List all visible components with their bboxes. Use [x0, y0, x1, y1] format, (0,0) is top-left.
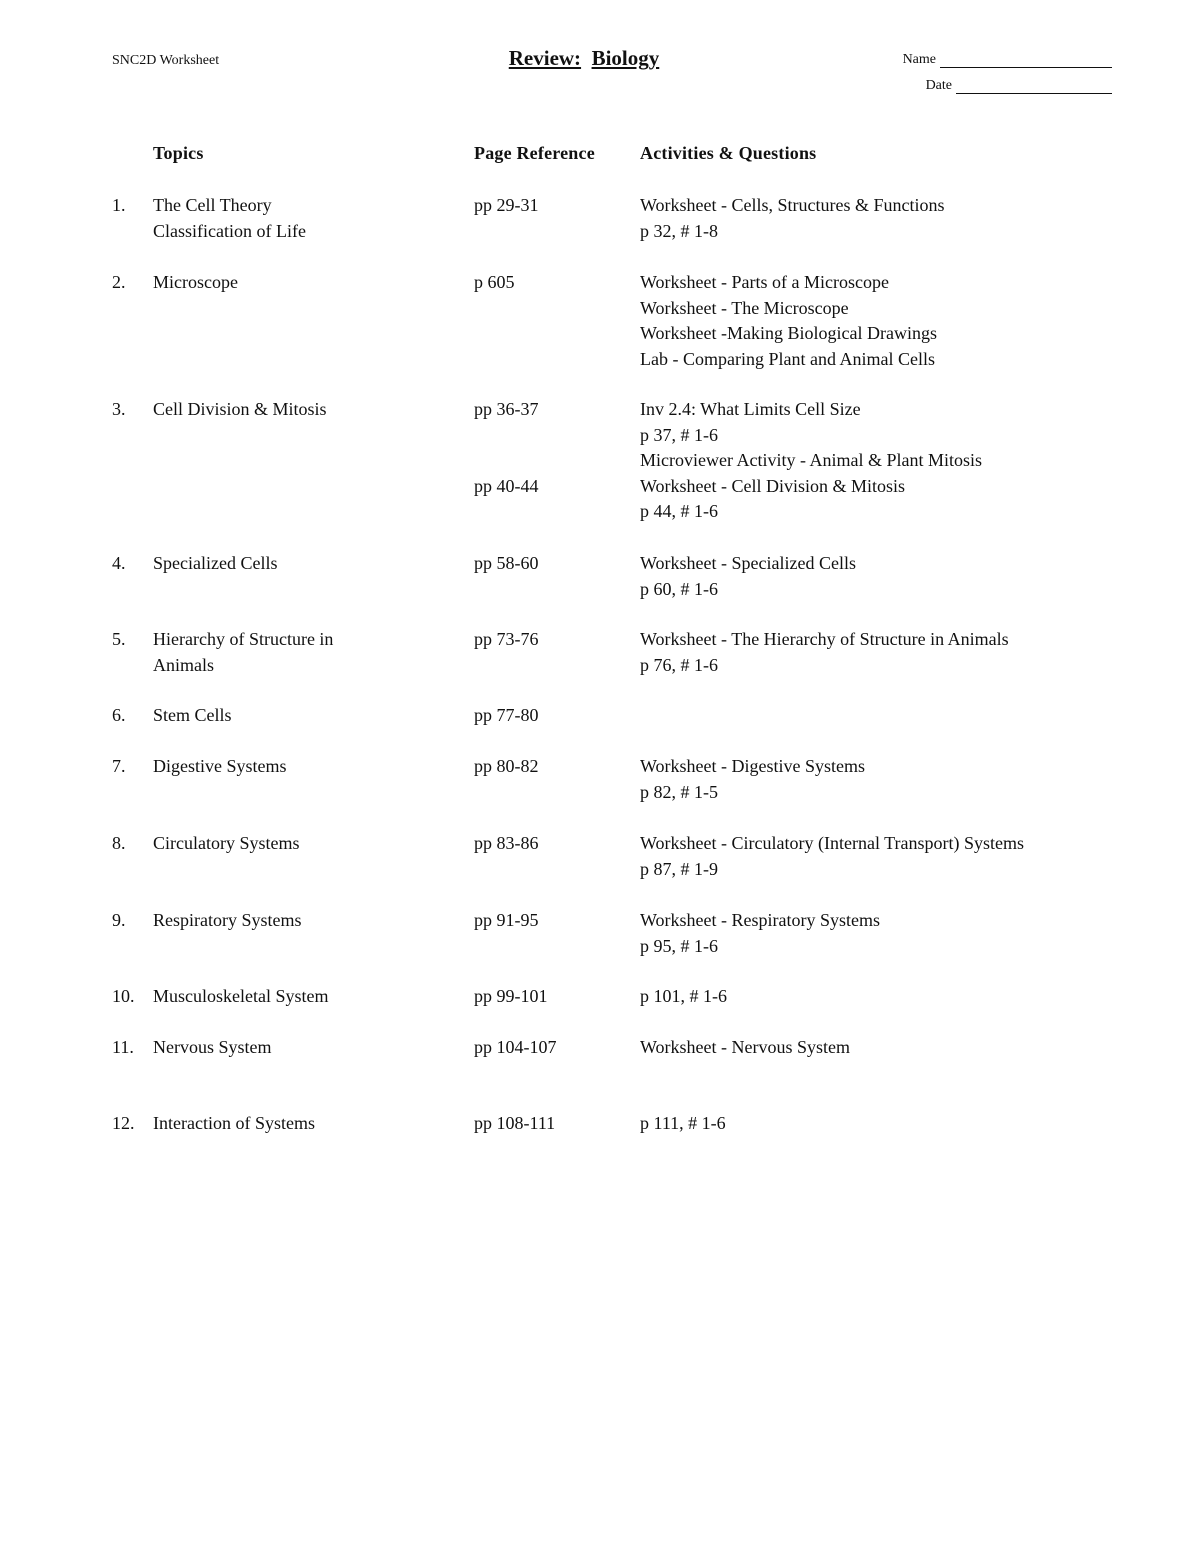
activities-line: p 60, # 1-6: [640, 578, 718, 599]
topic-text: [153, 551, 453, 577]
topic-text-line: Nervous System: [153, 1037, 272, 1057]
page-reference-line: pp 80-82: [474, 756, 539, 776]
topic-text-line: Microscope: [153, 272, 238, 292]
activities-line: Worksheet - Nervous System: [640, 1037, 851, 1057]
title-prefix: Review:: [508, 46, 582, 70]
page-reference-line: pp 40-44: [474, 475, 539, 496]
activities-line: p 44, # 1-6: [640, 501, 718, 521]
name-blank[interactable]: [940, 53, 1112, 68]
activities-line: Worksheet - Cells, Structures & Functions: [640, 195, 945, 215]
title-subject: Biology: [591, 46, 660, 70]
page-reference-line: pp 73-76: [474, 629, 539, 649]
activities-line: Worksheet -Making Biological Drawings: [640, 323, 937, 343]
activities-line: Microviewer Activity - Animal & Plant Mitosis: [640, 450, 982, 470]
page-reference-line: [474, 448, 634, 474]
row-number: 11.: [112, 1037, 134, 1057]
activities-line: p 82, # 1-5: [640, 781, 718, 802]
topic-text: [153, 397, 453, 423]
page-reference: [474, 831, 634, 857]
activities-line: Worksheet - The Hierarchy of Structure in Animals: [640, 629, 1009, 649]
row-number: 2.: [112, 272, 126, 292]
page-reference-line: pp 83-86: [474, 833, 539, 853]
row-number: 6.: [112, 705, 126, 725]
row-number: 10.: [112, 986, 135, 1006]
activities-line: p 111, # 1-6: [640, 1113, 726, 1133]
activities-line: Worksheet - Circulatory (Internal Transport) Systems: [640, 833, 1024, 853]
date-blank[interactable]: [956, 79, 1112, 94]
topic-text-line: Digestive Systems: [153, 756, 287, 776]
page-reference: [474, 1111, 634, 1137]
activities: [640, 984, 1180, 1010]
row-number: 4.: [112, 553, 126, 573]
topic-text: [153, 627, 453, 678]
page-reference: [474, 270, 634, 296]
date-field[interactable]: [926, 78, 1112, 94]
activities-line: Worksheet - Digestive Systems: [640, 756, 866, 776]
course-code: SNC2D Worksheet: [112, 53, 220, 68]
activities-line: p 95, # 1-6: [640, 935, 718, 956]
page-reference-line: pp 58-60: [474, 553, 539, 573]
topic-text: [153, 1111, 453, 1137]
page-reference: [474, 703, 634, 729]
row-number: 5.: [112, 629, 126, 649]
topic-text-line: Animals: [153, 654, 214, 675]
topic-text-line: Respiratory Systems: [153, 910, 302, 930]
page-reference-line: pp 99-101: [474, 986, 548, 1006]
page-reference-line: pp 29-31: [474, 195, 539, 215]
topic-text-line: The Cell Theory: [153, 195, 272, 215]
row-number: 8.: [112, 833, 126, 853]
page-reference-line: pp 77-80: [474, 705, 539, 725]
topic-text-line: Musculoskeletal System: [153, 986, 329, 1006]
activities: [640, 754, 1180, 805]
activities: [640, 270, 1180, 372]
row-number: 3.: [112, 399, 126, 419]
page-reference-line: pp 108-111: [474, 1113, 556, 1133]
topic-text-line: Stem Cells: [153, 705, 232, 725]
page-reference: [474, 193, 634, 219]
row-number: 7.: [112, 756, 126, 776]
topic-text-line: Classification of Life: [153, 220, 306, 241]
topic-text-line: Hierarchy of Structure in: [153, 629, 334, 649]
activities-line: Worksheet - Specialized Cells: [640, 553, 856, 573]
topic-text-line: Cell Division & Mitosis: [153, 399, 327, 419]
row-number: 9.: [112, 910, 126, 930]
activities: [640, 1035, 1180, 1061]
activities-line: Inv 2.4: What Limits Cell Size: [640, 399, 861, 419]
page-reference-line: pp 104-107: [474, 1037, 557, 1057]
column-header-topics: Topics: [153, 143, 204, 163]
activities: [640, 908, 1180, 959]
page-reference-line: pp 36-37: [474, 399, 539, 419]
topic-text: [153, 193, 453, 244]
page-reference: [474, 397, 634, 499]
activities: [640, 193, 1180, 244]
topic-text: [153, 908, 453, 934]
topic-text: [153, 984, 453, 1010]
activities: [640, 627, 1180, 678]
page-reference: [474, 908, 634, 934]
topic-text-line: Circulatory Systems: [153, 833, 300, 853]
date-label: Date: [925, 78, 952, 93]
activities-line: Lab - Comparing Plant and Animal Cells: [640, 348, 935, 369]
column-header-page-reference: Page Reference: [474, 143, 595, 163]
column-header-activities: Activities & Questions: [640, 143, 817, 163]
topic-text-line: Interaction of Systems: [153, 1113, 315, 1133]
activities-line: p 101, # 1-6: [640, 986, 727, 1006]
topic-text: [153, 703, 453, 729]
topic-text-line: Specialized Cells: [153, 553, 278, 573]
activities: [640, 831, 1180, 882]
activities-line: p 32, # 1-8: [640, 220, 718, 241]
page-reference: [474, 627, 634, 653]
activities-line: Worksheet - The Microscope: [640, 297, 849, 318]
page-reference-line: p 605: [474, 272, 515, 292]
topic-text: [153, 270, 453, 296]
activities: [640, 551, 1180, 602]
page-reference: [474, 984, 634, 1010]
activities-line: Worksheet - Cell Division & Mitosis: [640, 475, 906, 496]
activities: [640, 397, 1180, 525]
page-reference-line: pp 91-95: [474, 910, 539, 930]
name-field[interactable]: [903, 52, 1112, 68]
activities-line: Worksheet - Parts of a Microscope: [640, 272, 889, 292]
topic-text: [153, 831, 453, 857]
activities-line: p 76, # 1-6: [640, 654, 718, 675]
row-number: 1.: [112, 195, 126, 215]
page-reference-line: [474, 423, 634, 449]
page-reference: [474, 1035, 634, 1061]
activities: [640, 1111, 1180, 1137]
topic-text: [153, 754, 453, 780]
topic-text: [153, 1035, 453, 1061]
activities-line: p 37, # 1-6: [640, 424, 718, 445]
page-reference: [474, 754, 634, 780]
row-number: 12.: [112, 1113, 135, 1133]
activities-line: Worksheet - Respiratory Systems: [640, 910, 881, 930]
activities-line: p 87, # 1-9: [640, 858, 718, 879]
page-reference: [474, 551, 634, 577]
name-label: Name: [902, 52, 936, 67]
